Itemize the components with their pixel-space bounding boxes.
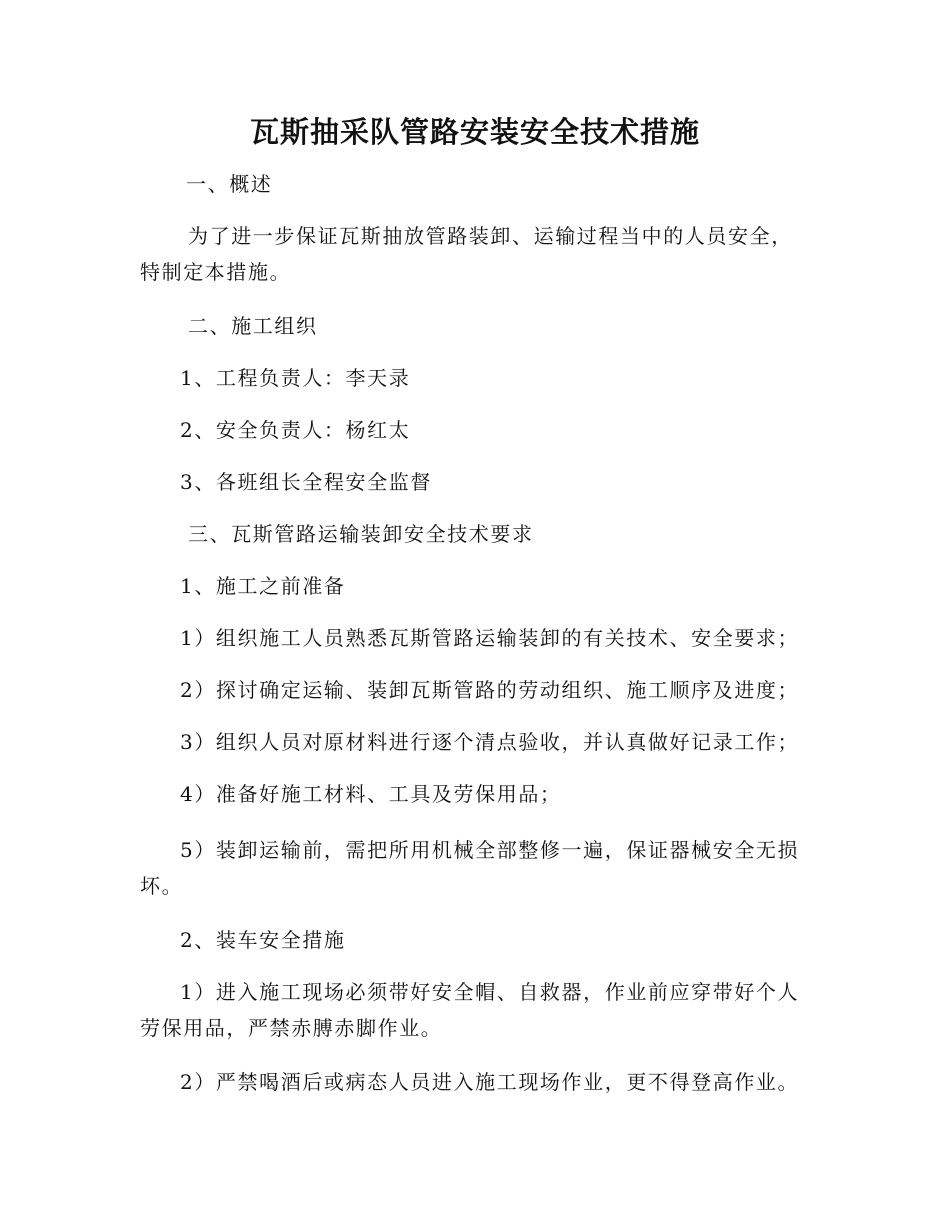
list-item: 3）组织人员对原材料进行逐个清点验收，并认真做好记录工作；: [180, 730, 800, 754]
subsection-heading-preparation: 1、施工之前准备: [180, 574, 346, 598]
section-heading-organization: 二、施工组织: [188, 314, 318, 338]
list-item: 2）严禁喝酒后或病态人员进入施工现场作业，更不得登高作业。: [180, 1070, 800, 1094]
list-item: 2）探讨确定运输、装卸瓦斯管路的劳动组织、施工顺序及进度；: [180, 678, 800, 702]
list-item: 2、安全负责人：杨红太: [180, 418, 411, 442]
list-item: 5）装卸运输前，需把所用机械全部整修一遍，保证器械安全无损坏。: [140, 838, 800, 898]
list-item: 4）准备好施工材料、工具及劳保用品；: [180, 782, 562, 806]
list-item: 1）组织施工人员熟悉瓦斯管路运输装卸的有关技术、安全要求；: [180, 626, 800, 650]
section-heading-overview: 一、概述: [186, 172, 273, 196]
section-heading-requirements: 三、瓦斯管路运输装卸安全技术要求: [188, 522, 534, 546]
list-item: 1）进入施工现场必须带好安全帽、自救器，作业前应穿带好个人劳保用品，严禁赤膊赤脚作业。: [140, 980, 800, 1040]
list-item: 3、各班组长全程安全监督: [180, 470, 432, 494]
subsection-heading-loading: 2、装车安全措施: [180, 928, 346, 952]
paragraph-overview: 为了进一步保证瓦斯抽放管路装卸、运输过程当中的人员安全，特制定本措施。: [140, 224, 793, 284]
list-item: 1、工程负责人：李天录: [180, 366, 411, 390]
document-title: 瓦斯抽采队管路安装安全技术措施: [249, 115, 700, 149]
